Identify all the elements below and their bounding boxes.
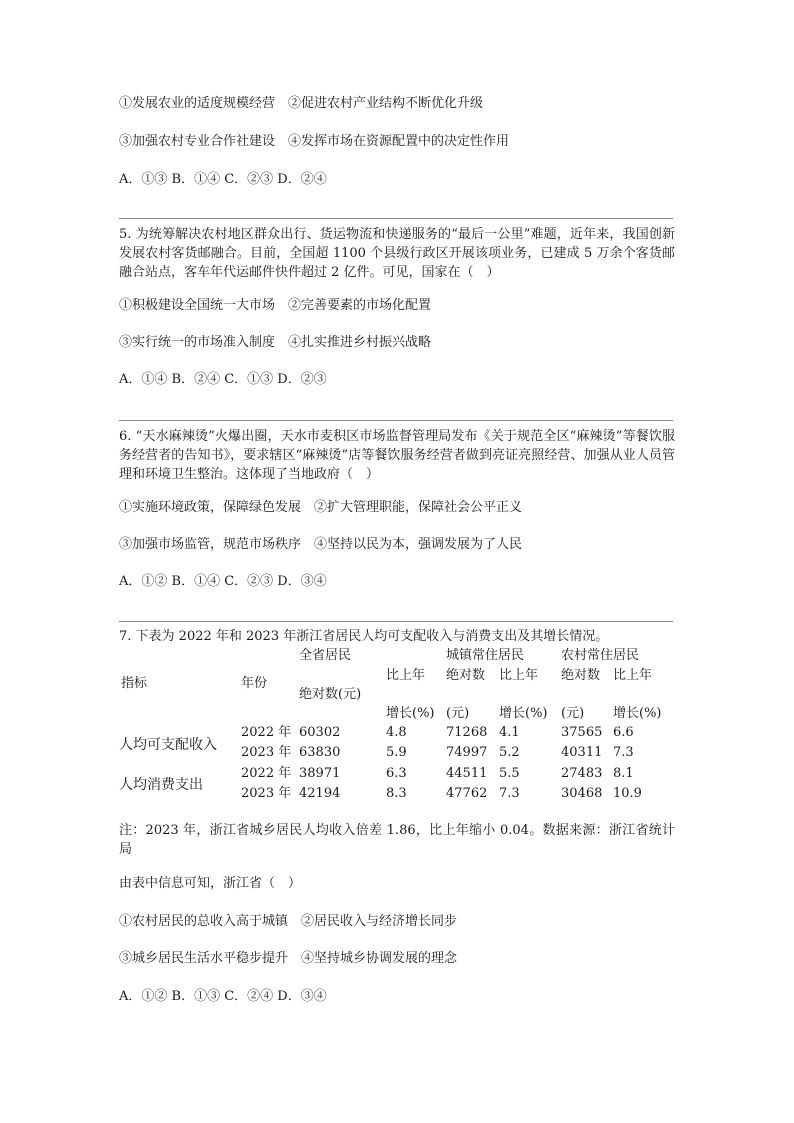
growth-cell: 5.2 <box>499 745 520 760</box>
value-cell: 37565 <box>561 725 603 740</box>
growth-cell: 4.8 <box>386 725 407 740</box>
q7-table-note: 注：2023 年，浙江省城乡居民人均收入倍差 1.86，比上年缩小 0.04。数据来源：浙江省统计局 <box>119 823 675 857</box>
q7-stem: 7. 下表为 2022 年和 2023 年浙江省居民人均可支配收入与消费支出及其增长情况。 <box>119 629 609 644</box>
row-label-consumption: 人均消费支出 <box>119 777 203 793</box>
q5-option-1-2: ①积极建设全国统一大市场 ②完善要素的市场化配置 <box>119 298 432 313</box>
growth-cell: 8.3 <box>386 786 407 801</box>
value-cell: 63830 <box>299 745 341 760</box>
sub-header-abs-yuan: 绝对数(元) <box>299 687 362 702</box>
growth-cell: 5.9 <box>386 745 407 760</box>
value-cell: 42194 <box>299 786 341 801</box>
growth-cell: 7.3 <box>613 745 634 760</box>
sub-header-yoy: 比上年 <box>499 668 539 683</box>
sub-header-abs: 绝对数 <box>446 668 486 683</box>
sub-header-yoy: 比上年 <box>613 668 653 683</box>
q7-option-3-4: ③城乡居民生活水平稳步提升 ④坚持城乡协调发展的理念 <box>119 951 458 966</box>
value-cell: 71268 <box>446 725 488 740</box>
value-cell: 30468 <box>561 786 603 801</box>
value-cell: 40311 <box>561 745 603 760</box>
growth-cell: 7.3 <box>499 786 520 801</box>
growth-cell: 8.1 <box>613 766 634 781</box>
value-cell: 47762 <box>446 786 488 801</box>
sub-header-growth: 增长(%) <box>499 706 548 721</box>
sub-header-yuan: (元) <box>561 706 585 721</box>
growth-cell: 6.6 <box>613 725 634 740</box>
q5-answer-choices: A．①④ B．②④ C．①③ D．②③ <box>119 372 327 387</box>
col-header-rural: 农村常住居民 <box>561 648 640 663</box>
q4-option-3-4: ③加强农村专业合作社建设 ④发挥市场在资源配置中的决定性作用 <box>119 134 510 149</box>
row-label-disposable-income: 人均可支配收入 <box>119 737 217 753</box>
year-cell: 2023 年 <box>241 786 292 801</box>
growth-cell: 4.1 <box>499 725 520 740</box>
sub-header-growth: 增长(%) <box>613 706 662 721</box>
question-divider <box>119 621 673 622</box>
year-cell: 2022 年 <box>241 766 292 781</box>
year-cell: 2022 年 <box>241 725 292 740</box>
growth-cell: 6.3 <box>386 766 407 781</box>
value-cell: 27483 <box>561 766 603 781</box>
q6-answer-choices: A．①② B．①④ C．②③ D．③④ <box>119 574 327 589</box>
question-divider <box>119 420 673 421</box>
question-divider <box>119 218 673 219</box>
value-cell: 38971 <box>299 766 341 781</box>
col-header-province: 全省居民 <box>299 648 352 663</box>
q4-answer-choices: A．①③ B．①④ C．②③ D．②④ <box>119 172 327 187</box>
col-header-year: 年份 <box>241 676 268 691</box>
q4-option-1-2: ①发展农业的适度规模经营 ②促进农村产业结构不断优化升级 <box>119 96 484 111</box>
sub-header-abs: 绝对数 <box>561 668 601 683</box>
q5-option-3-4: ③实行统一的市场准入制度 ④扎实推进乡村振兴战略 <box>119 335 432 350</box>
q7-option-1-2: ①农村居民的总收入高于城镇 ②居民收入与经济增长同步 <box>119 914 458 929</box>
value-cell: 60302 <box>299 725 341 740</box>
col-header-indicator: 指标 <box>121 676 148 691</box>
q7-answer-choices: A．①② B．①③ C．②④ D．③④ <box>119 989 327 1004</box>
value-cell: 44511 <box>446 766 488 781</box>
sub-header-growth: 增长(%) <box>386 706 435 721</box>
q6-option-1-2: ①实施环境政策，保障绿色发展 ②扩大管理职能，保障社会公平正义 <box>119 500 523 515</box>
sub-header-yoy: 比上年 <box>386 668 426 683</box>
q6-stem: 6. “天水麻辣烫”火爆出圈，天水市麦积区市场监督管理局发布《关于规范全区“麻辣烫”等餐饮服务经营者的告知书》，要求辖区“麻辣烫”店等餐饮服务经营者做到亮证亮照经营、加强从业人员管理和环境卫生整治。这体现了当地政府（ ） <box>119 429 675 482</box>
q5-stem: 5. 为统筹解决农村地区群众出行、货运物流和快递服务的“最后一公里”难题，近年来，我国创新发展农村客货邮融合。目前，全国超 1100 个县级行政区开展该项业务，已建成 5 万余个客货邮融合站点，客车年代运邮件快件超过 2 亿件。可见，国家在（ ） <box>119 227 675 280</box>
year-cell: 2023 年 <box>241 745 292 760</box>
col-header-urban: 城镇常住居民 <box>446 648 525 663</box>
growth-cell: 5.5 <box>499 766 520 781</box>
q7-question: 由表中信息可知，浙江省（ ） <box>119 876 302 891</box>
growth-cell: 10.9 <box>613 786 642 801</box>
sub-header-yuan: (元) <box>446 706 470 721</box>
value-cell: 74997 <box>446 745 488 760</box>
q6-option-3-4: ③加强市场监管，规范市场秩序 ④坚持以民为本，强调发展为了人民 <box>119 537 523 552</box>
